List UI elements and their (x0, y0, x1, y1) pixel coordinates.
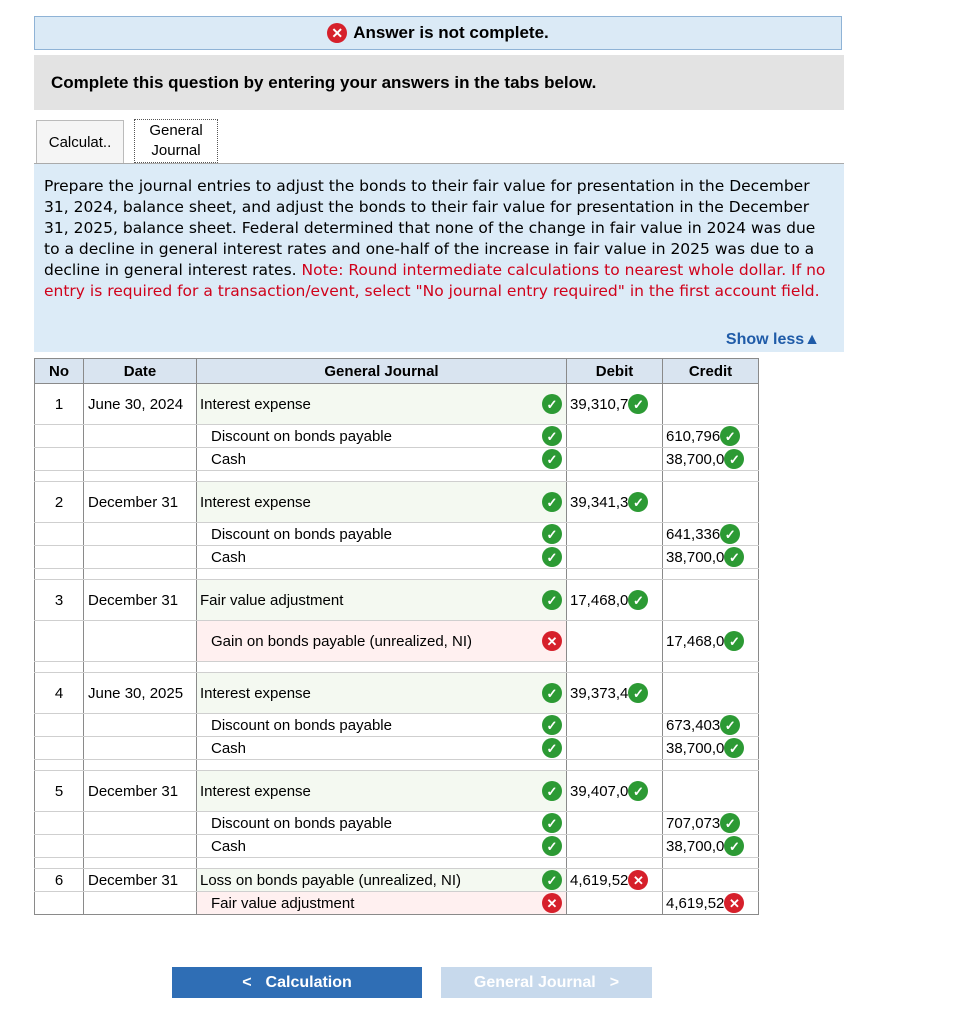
account-name: Gain on bonds payable (unrealized, NI) (211, 632, 472, 650)
journal-table (34, 358, 759, 915)
journal-row (35, 425, 759, 448)
answer-status-banner (34, 16, 842, 50)
account-cell[interactable] (197, 714, 567, 737)
journal-row (35, 448, 759, 471)
correct-check-icon: ✓ (542, 781, 562, 801)
credit-cell[interactable] (663, 425, 759, 448)
col-debit: Debit (567, 359, 663, 384)
account-name: Cash (211, 739, 247, 757)
account-cell[interactable] (197, 546, 567, 569)
amount-value: 17,468,0 (570, 591, 629, 609)
correct-check-icon: ✓ (720, 715, 740, 735)
gap-cell (663, 858, 759, 869)
amount-value: 39,373,4 (570, 684, 629, 702)
account-cell[interactable] (197, 673, 567, 714)
debit-cell[interactable] (567, 673, 663, 714)
credit-cell[interactable] (663, 771, 759, 812)
incorrect-x-icon: ✕ (724, 893, 744, 913)
no-cell (35, 835, 84, 858)
gap-cell (663, 471, 759, 482)
gap-cell (35, 569, 84, 580)
gap-cell (663, 569, 759, 580)
debit-cell[interactable] (567, 771, 663, 812)
amount-value: 39,310,7 (570, 395, 629, 413)
gap-cell (197, 662, 567, 673)
date-cell[interactable] (84, 425, 197, 448)
amount-value: 17,468,0 (666, 632, 725, 650)
account-cell[interactable] (197, 835, 567, 858)
journal-row (35, 482, 759, 523)
question-prompt (34, 164, 844, 352)
col-journal: General Journal (197, 359, 567, 384)
gap-cell (35, 471, 84, 482)
debit-cell[interactable] (567, 580, 663, 621)
account-name: Discount on bonds payable (211, 525, 392, 543)
debit-cell[interactable] (567, 812, 663, 835)
correct-check-icon: ✓ (542, 870, 562, 890)
date-cell[interactable] (84, 835, 197, 858)
debit-cell[interactable] (567, 425, 663, 448)
correct-check-icon: ✓ (628, 683, 648, 703)
account-cell[interactable] (197, 892, 567, 915)
credit-cell[interactable] (663, 384, 759, 425)
account-cell[interactable] (197, 869, 567, 892)
instruction-text: Complete this question by entering your answers in the tabs below. (51, 72, 597, 92)
chevron-right-icon: > (609, 973, 620, 991)
debit-cell[interactable] (567, 546, 663, 569)
amount-value: 39,407,0 (570, 782, 629, 800)
journal-row (35, 771, 759, 812)
show-less-label: Show less (725, 331, 805, 348)
prev-calculation-button[interactable] (172, 967, 422, 998)
correct-check-icon: ✓ (542, 738, 562, 758)
no-cell (35, 621, 84, 662)
account-name: Cash (211, 548, 247, 566)
no-cell (35, 869, 84, 892)
credit-cell[interactable] (663, 869, 759, 892)
instruction-bar (34, 55, 844, 110)
no-cell (35, 771, 84, 812)
debit-cell[interactable] (567, 384, 663, 425)
journal-row (35, 714, 759, 737)
journal-row (35, 621, 759, 662)
prev-button-label: Calculation (265, 973, 352, 991)
credit-cell[interactable] (663, 892, 759, 915)
no-cell (35, 384, 84, 425)
journal-row (35, 673, 759, 714)
amount-value: 38,700,0 (666, 548, 725, 566)
debit-cell[interactable] (567, 621, 663, 662)
correct-check-icon: ✓ (542, 492, 562, 512)
amount-value: 673,403 (666, 716, 721, 734)
next-general-journal-button[interactable] (441, 967, 652, 998)
no-cell (35, 812, 84, 835)
gap-cell (567, 760, 663, 771)
amount-value: 38,700,0 (666, 837, 725, 855)
amount-value: 610,796 (666, 427, 721, 445)
credit-cell[interactable] (663, 812, 759, 835)
journal-row (35, 580, 759, 621)
correct-check-icon: ✓ (724, 738, 744, 758)
journal-row (35, 737, 759, 760)
account-name: Discount on bonds payable (211, 814, 392, 832)
gap-cell (567, 858, 663, 869)
date-cell[interactable] (84, 621, 197, 662)
credit-cell[interactable] (663, 621, 759, 662)
credit-cell[interactable] (663, 448, 759, 471)
account-cell[interactable] (197, 621, 567, 662)
correct-check-icon: ✓ (628, 781, 648, 801)
debit-cell[interactable] (567, 869, 663, 892)
correct-check-icon: ✓ (724, 547, 744, 567)
correct-check-icon: ✓ (542, 394, 562, 414)
tab-general-journal-label-2: Journal (151, 142, 201, 159)
no-cell (35, 546, 84, 569)
account-cell[interactable] (197, 425, 567, 448)
entry-date: December 31 (88, 591, 179, 609)
incorrect-x-icon: ✕ (542, 893, 562, 913)
entry-number: 3 (54, 591, 64, 609)
prompt-body: Prepare the journal entries to adjust the bonds to their fair value for presentation in the December 31, 2024, balance sheet, and adjust the bonds to their fair value for presentation in the December 31, 2025, balance sheet. Federal determined that none of the change in fair value in 2024 was due to a decline in general interest rates and one-half of the increase in fair value in 2025 was due to a decline in general interest rates. (44, 177, 816, 279)
date-cell[interactable] (84, 448, 197, 471)
journal-row (35, 523, 759, 546)
journal-row (35, 835, 759, 858)
correct-check-icon: ✓ (724, 449, 744, 469)
no-cell (35, 448, 84, 471)
entry-date: June 30, 2024 (88, 395, 184, 413)
col-no: No (35, 359, 84, 384)
account-name: Discount on bonds payable (211, 427, 392, 445)
entry-date: December 31 (88, 782, 179, 800)
amount-value: 38,700,0 (666, 739, 725, 757)
incorrect-icon: ✕ (327, 23, 347, 43)
no-cell (35, 580, 84, 621)
amount-value: 641,336 (666, 525, 721, 543)
credit-cell[interactable] (663, 714, 759, 737)
debit-cell[interactable] (567, 714, 663, 737)
gap-cell (84, 760, 197, 771)
gap-cell (35, 662, 84, 673)
correct-check-icon: ✓ (628, 492, 648, 512)
correct-check-icon: ✓ (542, 813, 562, 833)
correct-check-icon: ✓ (724, 631, 744, 651)
amount-value: 39,341,3 (570, 493, 629, 511)
account-name: Fair value adjustment (211, 894, 355, 912)
date-cell[interactable] (84, 892, 197, 915)
journal-row (35, 892, 759, 915)
credit-cell[interactable] (663, 546, 759, 569)
account-cell[interactable] (197, 523, 567, 546)
account-name: Loss on bonds payable (unrealized, NI) (200, 871, 461, 889)
correct-check-icon: ✓ (720, 813, 740, 833)
correct-check-icon: ✓ (542, 683, 562, 703)
journal-row (35, 812, 759, 835)
credit-cell[interactable] (663, 835, 759, 858)
debit-cell[interactable] (567, 448, 663, 471)
no-cell (35, 714, 84, 737)
debit-cell[interactable] (567, 523, 663, 546)
account-name: Interest expense (200, 684, 311, 702)
account-cell[interactable] (197, 482, 567, 523)
gap-cell (84, 471, 197, 482)
correct-check-icon: ✓ (542, 590, 562, 610)
account-cell[interactable] (197, 771, 567, 812)
next-button-label: General Journal (473, 973, 596, 991)
no-cell (35, 482, 84, 523)
credit-cell[interactable] (663, 580, 759, 621)
date-cell[interactable] (84, 523, 197, 546)
gap-cell (197, 569, 567, 580)
correct-check-icon: ✓ (542, 836, 562, 856)
correct-check-icon: ✓ (628, 394, 648, 414)
date-cell[interactable] (84, 482, 197, 523)
gap-cell (197, 471, 567, 482)
entry-date: December 31 (88, 493, 179, 511)
correct-check-icon: ✓ (628, 590, 648, 610)
correct-check-icon: ✓ (542, 524, 562, 544)
entry-number: 2 (54, 493, 64, 511)
gap-cell (663, 662, 759, 673)
account-cell[interactable] (197, 384, 567, 425)
account-cell[interactable] (197, 737, 567, 760)
credit-cell[interactable] (663, 482, 759, 523)
correct-check-icon: ✓ (542, 715, 562, 735)
date-cell[interactable] (84, 673, 197, 714)
correct-check-icon: ✓ (720, 524, 740, 544)
credit-cell[interactable] (663, 737, 759, 760)
gap-cell (84, 569, 197, 580)
account-name: Interest expense (200, 782, 311, 800)
date-cell[interactable] (84, 384, 197, 425)
incorrect-x-icon: ✕ (628, 870, 648, 890)
account-name: Interest expense (200, 395, 311, 413)
gap-cell (35, 858, 84, 869)
gap-cell (567, 662, 663, 673)
journal-row (35, 869, 759, 892)
debit-cell[interactable] (567, 737, 663, 760)
entry-number: 4 (54, 684, 64, 702)
gap-cell (197, 858, 567, 869)
account-name: Fair value adjustment (200, 591, 344, 609)
amount-value: 4,619,52 (570, 871, 629, 889)
amount-value: 707,073 (666, 814, 721, 832)
tab-calculation-label: Calculat.. (48, 134, 112, 151)
account-cell[interactable] (197, 580, 567, 621)
col-date: Date (84, 359, 197, 384)
no-cell (35, 892, 84, 915)
entry-number: 5 (54, 782, 64, 800)
account-cell[interactable] (197, 448, 567, 471)
show-less-link[interactable]: Show less▲ (725, 331, 820, 348)
correct-check-icon: ✓ (542, 449, 562, 469)
account-cell[interactable] (197, 812, 567, 835)
gap-cell (197, 760, 567, 771)
debit-cell[interactable] (567, 892, 663, 915)
journal-row (35, 546, 759, 569)
gap-cell (84, 662, 197, 673)
date-cell[interactable] (84, 869, 197, 892)
no-cell (35, 737, 84, 760)
amount-value: 38,700,0 (666, 450, 725, 468)
no-cell (35, 523, 84, 546)
journal-row (35, 384, 759, 425)
prompt-note: Note: Round intermediate calculations to nearest whole dollar. If no entry is required for a transaction/event, select "No journal entry required" in the first account field. (44, 261, 826, 300)
status-text: Answer is not complete. (353, 23, 549, 42)
date-cell[interactable] (84, 771, 197, 812)
gap-cell (663, 760, 759, 771)
entry-date: December 31 (88, 871, 179, 889)
entry-number: 6 (54, 871, 64, 889)
incorrect-x-icon: ✕ (542, 631, 562, 651)
tab-calculation[interactable] (36, 120, 124, 164)
entry-date: June 30, 2025 (88, 684, 184, 702)
credit-cell[interactable] (663, 673, 759, 714)
correct-check-icon: ✓ (724, 836, 744, 856)
debit-cell[interactable] (567, 482, 663, 523)
account-name: Discount on bonds payable (211, 716, 392, 734)
credit-cell[interactable] (663, 523, 759, 546)
gap-cell (84, 858, 197, 869)
col-credit: Credit (663, 359, 759, 384)
amount-value: 4,619,52 (666, 894, 725, 912)
date-cell[interactable] (84, 546, 197, 569)
account-name: Interest expense (200, 493, 311, 511)
date-cell[interactable] (84, 580, 197, 621)
correct-check-icon: ✓ (542, 426, 562, 446)
account-name: Cash (211, 837, 247, 855)
chevron-left-icon: < (242, 973, 252, 991)
tab-general-journal[interactable] (134, 119, 218, 163)
gap-cell (567, 471, 663, 482)
date-cell[interactable] (84, 737, 197, 760)
correct-check-icon: ✓ (542, 547, 562, 567)
correct-check-icon: ✓ (720, 426, 740, 446)
gap-cell (567, 569, 663, 580)
gap-cell (35, 760, 84, 771)
entry-number: 1 (54, 395, 64, 413)
no-cell (35, 425, 84, 448)
debit-cell[interactable] (567, 835, 663, 858)
no-cell (35, 673, 84, 714)
date-cell[interactable] (84, 812, 197, 835)
account-name: Cash (211, 450, 247, 468)
date-cell[interactable] (84, 714, 197, 737)
tab-general-journal-label-1: General (149, 122, 203, 139)
